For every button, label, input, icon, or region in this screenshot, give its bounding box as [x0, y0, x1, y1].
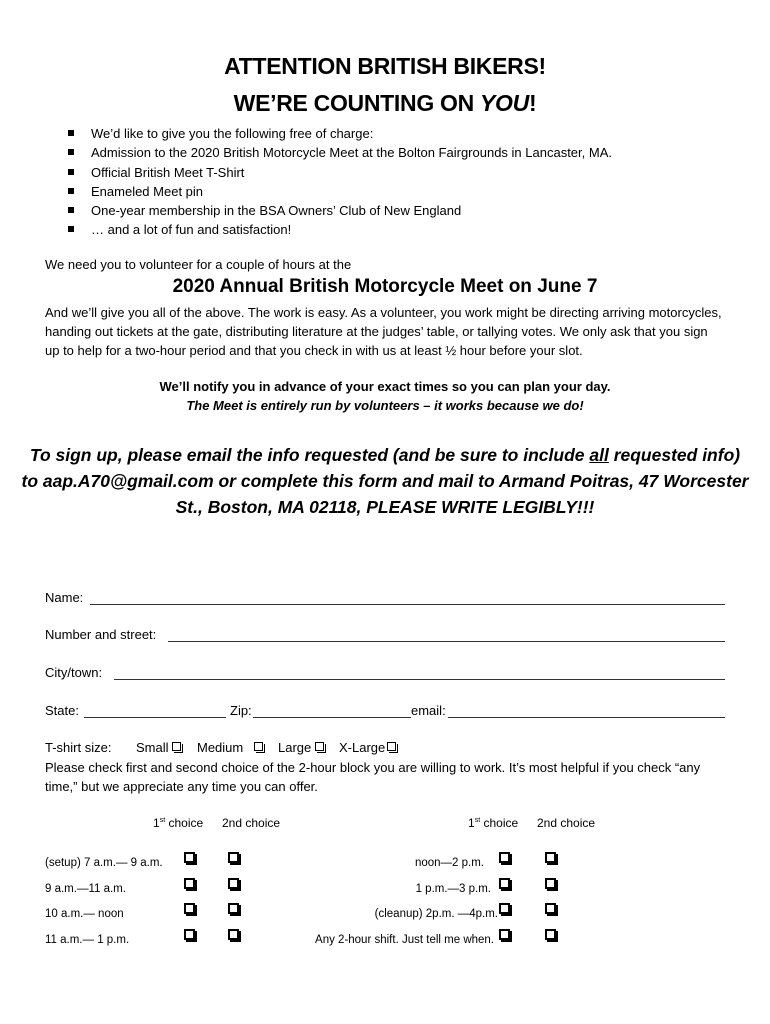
- signup-text-1: To sign up, please email the info requested (and be sure to include: [29, 445, 590, 465]
- slot-left-4-second-checkbox[interactable]: [228, 929, 239, 940]
- list-item: [68, 182, 612, 201]
- state-label: State:: [45, 703, 79, 718]
- choice-word: choice: [480, 816, 519, 830]
- notify-text: We’ll notify you in advance of your exact times so you can plan your day.: [159, 379, 611, 394]
- slot-left-3-second-checkbox[interactable]: [228, 903, 239, 914]
- body-paragraph: And we’ll give you all of the above. The work is easy. As a volunteer, you work might be directing arriving motorcycles, handing out tickets at the gate, distributing literature at the judges’ table, or tallying votes. We only ask that you sign up to help for a two-hour period and that you check in with us at least ½ hour before your slot.: [45, 305, 722, 358]
- name-field[interactable]: [90, 604, 725, 605]
- list-item-text: Admission to the 2020 British Motorcycle Meet at the Bolton Fairgrounds in Lancaster, MA.: [91, 145, 612, 161]
- slot-left-1-second-checkbox[interactable]: [228, 852, 239, 863]
- list-item-text: Official British Meet T-Shirt: [91, 164, 245, 180]
- slot-label-left-2: 9 a.m.—11 a.m.: [45, 883, 126, 895]
- tshirt-label: T-shirt size:: [45, 740, 112, 755]
- slot-left-4-first-checkbox[interactable]: [184, 929, 195, 940]
- slot-right-4-second-checkbox[interactable]: [545, 929, 556, 940]
- meet-title: 2020 Annual British Motorcycle Meet on June 7: [172, 276, 598, 297]
- list-item: [68, 124, 612, 143]
- slot-left-3-first-checkbox[interactable]: [184, 903, 195, 914]
- bullet-icon: [68, 188, 74, 194]
- second-choice-header-right: 2nd choice: [537, 816, 596, 830]
- email-label: email:: [411, 703, 446, 718]
- run-by-text: The Meet is entirely run by volunteers – it works because we do!: [186, 398, 584, 413]
- list-item: [68, 143, 612, 162]
- list-item-text: … and a lot of fun and satisfaction!: [91, 222, 292, 238]
- slot-right-1-first-checkbox[interactable]: [499, 852, 510, 863]
- second-choice-header-left: 2nd choice: [222, 816, 281, 830]
- ordinal-number: 1: [468, 816, 475, 830]
- state-field[interactable]: [84, 717, 226, 718]
- subheadline: [0, 90, 770, 117]
- slot-right-2-first-checkbox[interactable]: [499, 878, 510, 889]
- signup-underlined: all: [589, 445, 609, 465]
- choice-word: choice: [165, 816, 204, 830]
- city-label: City/town:: [45, 665, 103, 680]
- benefits-list: [68, 124, 612, 240]
- ordinal-number: 1: [153, 816, 160, 830]
- signup-instructions: [20, 442, 750, 520]
- list-item: [68, 220, 612, 239]
- shift-instructions: Please check first and second choice of the 2-hour block you are willing to work. It’s most helpful if you check “any time,” but we appreciate any time you can offer.: [45, 760, 701, 794]
- list-item: [68, 201, 612, 220]
- bullet-icon: [68, 149, 74, 155]
- signup-text-2: requested info) to aap.A70@gmail.com or complete this form and mail to Armand Poitras, 47 Worcester St., Boston, MA 02118, PLEASE WRITE LEGIBLY!!!: [21, 445, 749, 517]
- name-label: Name:: [45, 590, 84, 605]
- list-item-text: Enameled Meet pin: [91, 183, 204, 199]
- size-small-checkbox[interactable]: [172, 742, 181, 751]
- slot-label-right-3: (cleanup) 2p.m. —4p.m.: [374, 908, 498, 920]
- slot-label-right-2: 1 p.m.—3 p.m.: [415, 883, 491, 895]
- slot-label-right-1: noon—2 p.m.: [414, 857, 484, 869]
- slot-right-2-second-checkbox[interactable]: [545, 878, 556, 889]
- ordinal-suffix: st: [159, 817, 166, 824]
- first-choice-header-right: [468, 816, 518, 830]
- slot-right-1-second-checkbox[interactable]: [545, 852, 556, 863]
- slot-label-left-4: 11 a.m.— 1 p.m.: [45, 934, 130, 946]
- headline: ATTENTION BRITISH BIKERS!: [224, 53, 546, 79]
- size-xlarge-label: X-Large: [339, 740, 386, 755]
- bullet-icon: [68, 226, 74, 232]
- first-choice-header-left: [153, 816, 203, 830]
- bullet-icon: [68, 130, 74, 136]
- subheadline-emphasis: YOU: [480, 90, 529, 116]
- size-large-checkbox[interactable]: [315, 742, 324, 751]
- bullet-icon: [68, 169, 74, 175]
- slot-right-3-first-checkbox[interactable]: [499, 903, 510, 914]
- size-xlarge-checkbox[interactable]: [387, 742, 396, 751]
- list-item-text: One-year membership in the BSA Owners’ Club of New England: [91, 203, 462, 219]
- street-label: Number and street:: [45, 627, 157, 642]
- slot-right-4-first-checkbox[interactable]: [499, 929, 510, 940]
- street-field[interactable]: [168, 641, 725, 642]
- bullet-icon: [68, 207, 74, 213]
- intro-text: We need you to volunteer for a couple of hours at the: [45, 257, 352, 272]
- slot-left-1-first-checkbox[interactable]: [184, 852, 195, 863]
- size-small-label: Small: [136, 740, 169, 755]
- zip-label: Zip:: [230, 703, 252, 718]
- list-item-text: We’d like to give you the following free of charge:: [91, 126, 374, 141]
- slot-right-3-second-checkbox[interactable]: [545, 903, 556, 914]
- size-medium-checkbox[interactable]: [254, 742, 263, 751]
- size-medium-label: Medium: [197, 740, 244, 755]
- slot-left-2-second-checkbox[interactable]: [228, 878, 239, 889]
- zip-field[interactable]: [253, 717, 411, 718]
- ordinal-suffix: st: [474, 817, 481, 824]
- email-field[interactable]: [448, 717, 725, 718]
- list-item: [68, 163, 612, 182]
- slot-label-right-4: Any 2-hour shift. Just tell me when.: [315, 934, 494, 946]
- subheadline-text: WE’RE COUNTING ON: [233, 90, 480, 116]
- slot-label-left-1: (setup) 7 a.m.— 9 a.m.: [45, 857, 163, 869]
- city-field[interactable]: [114, 679, 725, 680]
- subheadline-exclaim: !: [528, 90, 537, 116]
- slot-left-2-first-checkbox[interactable]: [184, 878, 195, 889]
- slot-label-left-3: 10 a.m.— noon: [45, 908, 124, 920]
- size-large-label: Large: [278, 740, 312, 755]
